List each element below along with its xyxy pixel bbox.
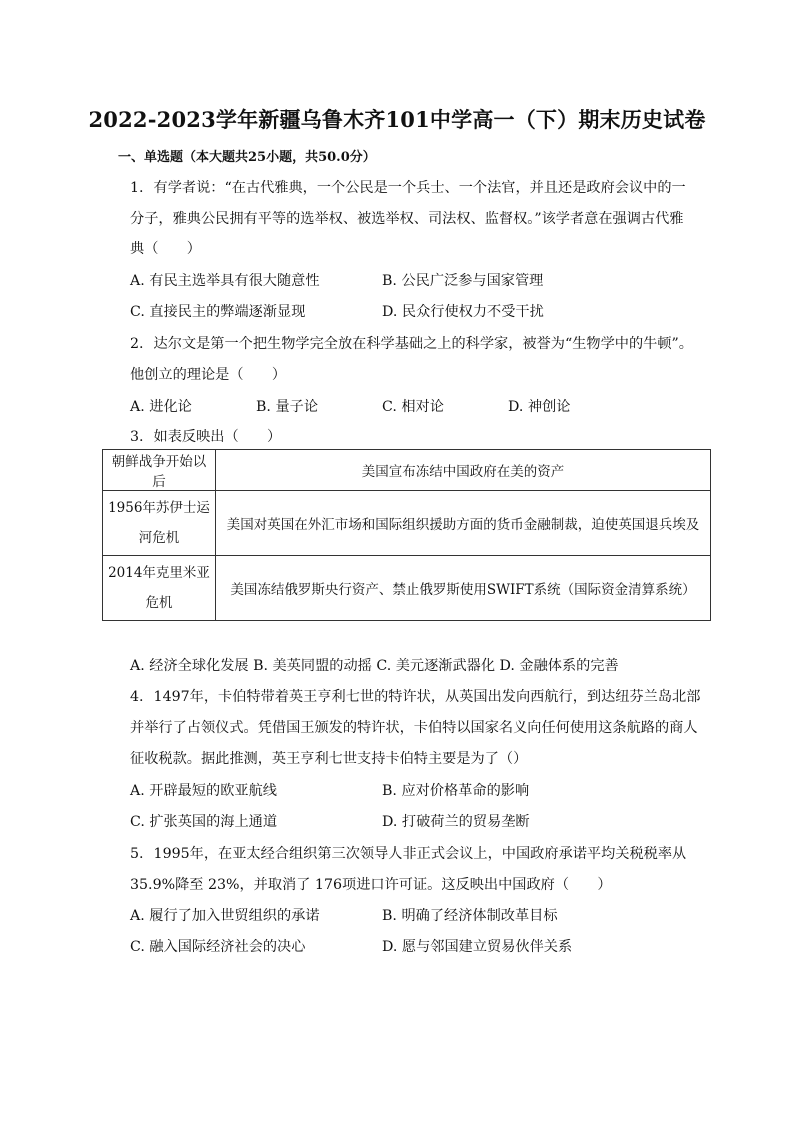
q1-option-c[interactable]: C. 直接民主的弊端逐渐显现: [130, 304, 306, 320]
q4-option-a[interactable]: A. 开辟最短的欧亚航线: [130, 783, 277, 799]
question-5-line-2: 35.9%降至 23%，并取消了 176项进口许可证。这反映出中国政府（ ）: [130, 877, 612, 893]
section-heading: 一、单选题（本大题共25小题，共50.0分）: [118, 150, 376, 165]
question-number: 5.: [130, 846, 144, 862]
q4-option-d[interactable]: D. 打破荷兰的贸易垄断: [382, 814, 530, 830]
q1-option-b[interactable]: B. 公民广泛参与国家管理: [382, 273, 544, 289]
q5-option-a[interactable]: A. 履行了加入世贸组织的承诺: [130, 908, 320, 924]
cell-text-line: 河危机: [138, 530, 180, 546]
cell-text-line: 2014年克里米亚: [108, 565, 210, 581]
table-cell: [103, 491, 216, 556]
question-4-line-1: 4. 1497年，卡伯特带着英王亨利七世的特许状，从英国出发向西航行，到达纽芬兰岛北部: [130, 689, 701, 705]
q1-option-a[interactable]: A. 有民主选举具有很大随意性: [130, 273, 320, 289]
q4-option-c[interactable]: C. 扩张英国的海上通道: [130, 814, 278, 830]
table-cell: 朝鲜战争开始以后: [103, 450, 216, 491]
q5-option-c[interactable]: C. 融入国际经济社会的决心: [130, 939, 306, 955]
q2-option-b[interactable]: B. 量子论: [256, 399, 319, 415]
exam-title: 2022-2023学年新疆乌鲁木齐101中学高一（下）期末历史试卷: [88, 107, 706, 132]
q2-option-a[interactable]: A. 进化论: [130, 399, 192, 415]
q5-option-d[interactable]: D. 愿与邻国建立贸易伙伴关系: [382, 939, 573, 955]
table-row: [103, 450, 711, 491]
table-cell: [103, 556, 216, 621]
question-1-line-3: 典（ ）: [130, 241, 201, 257]
q5-option-b[interactable]: B. 明确了经济体制改革目标: [382, 908, 558, 924]
question-4-line-2: 并举行了占领仪式。凭借国王颁发的特许状，卡伯特以国家名义向任何使用这条航路的商人: [130, 720, 698, 736]
table-row: [103, 556, 711, 621]
table-row: [103, 491, 711, 556]
question-number: 3.: [130, 429, 144, 445]
q4-option-b[interactable]: B. 应对价格革命的影响: [382, 783, 530, 799]
q2-option-c[interactable]: C. 相对论: [382, 399, 444, 415]
question-2-line-2: 他创立的理论是（ ）: [130, 367, 287, 383]
question-number: 1.: [130, 180, 144, 196]
question-4-line-3: 征收税款。据此推测，英王亨利七世支持卡伯特主要是为了（）: [130, 751, 528, 767]
q1-option-d[interactable]: D. 民众行使权力不受干扰: [382, 304, 544, 320]
table-cell: 美国宣布冻结中国政府在美的资产: [216, 450, 711, 491]
question-3-table: [102, 449, 711, 621]
table-cell: 美国对英国在外汇市场和国际组织援助方面的货币金融制裁，迫使英国退兵埃及: [216, 491, 711, 556]
question-2-line-1: 2. 达尔文是第一个把生物学完全放在科学基础之上的科学家，被誉为“生物学中的牛顿”。: [130, 336, 693, 352]
cell-text-line: 危机: [145, 595, 173, 611]
table-cell: 美国冻结俄罗斯央行资产、禁止俄罗斯使用SWIFT系统（国际资金清算系统）: [216, 556, 711, 621]
question-5-line-1: 5. 1995年，在亚太经合组织第三次领导人非正式会议上，中国政府承诺平均关税税率从: [130, 846, 687, 862]
q3-options-line[interactable]: A. 经济全球化发展 B. 美英同盟的动摇 C. 美元逐渐武器化 D. 金融体系的完善: [130, 658, 619, 674]
question-3-line-1: 3. 如表反映出（ ）: [130, 429, 282, 445]
question-number: 2.: [130, 336, 144, 352]
cell-text-line: 1956年苏伊士运: [108, 500, 210, 516]
question-1-line-1: 1. 有学者说：“在古代雅典，一个公民是一个兵士、一个法官，并且还是政府会议中的一: [130, 180, 686, 196]
question-1-line-2: 分子，雅典公民拥有平等的选举权、被选举权、司法权、监督权。”该学者意在强调古代雅: [130, 211, 684, 227]
q2-option-d[interactable]: D. 神创论: [508, 399, 571, 415]
question-number: 4.: [130, 689, 144, 705]
